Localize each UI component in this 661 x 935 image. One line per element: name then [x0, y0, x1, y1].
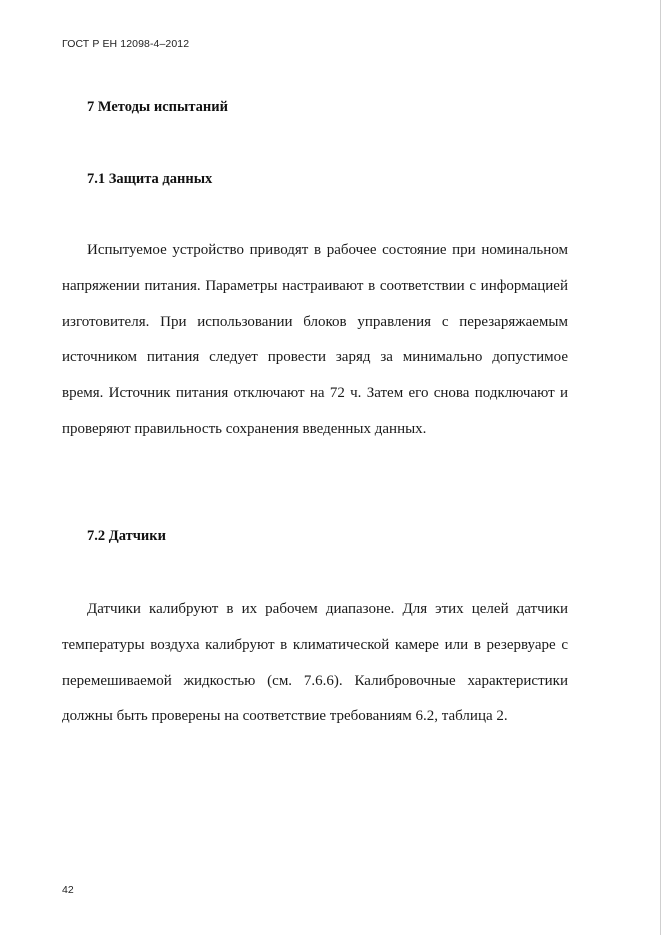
paragraph-data-protection: Испытуемое устройство приводят в рабочее состояние при номинальном напряжении питания. Параметры настраивают в соответствии с информацией изготовителя. При использовании блоков управления с перезаряжаемым источником питания следует провести заряд за минимально допустимое время. Источник питания отключают на 72 ч. Затем его снова подключают и проверяют правильность сохранения введенных данных.	[62, 242, 568, 437]
subsection-heading-sensors: 7.2 Датчики	[87, 528, 166, 544]
document-header: ГОСТ Р ЕН 12098-4–2012	[62, 38, 190, 50]
page-number: 42	[62, 884, 74, 896]
paragraph-sensors: Датчики калибруют в их рабочем диапазоне. Для этих целей датчики температуры воздуха калибруют в климатической камере или в резервуаре с перемешиваемой жидкостью (см. 7.6.6). Калибровочные характеристики должны быть проверены на соответствие требованиям 6.2, таблица 2.	[62, 601, 568, 725]
subsection-heading-data-protection: 7.1 Защита данных	[87, 171, 213, 187]
section-heading: 7 Методы испытаний	[87, 99, 228, 115]
